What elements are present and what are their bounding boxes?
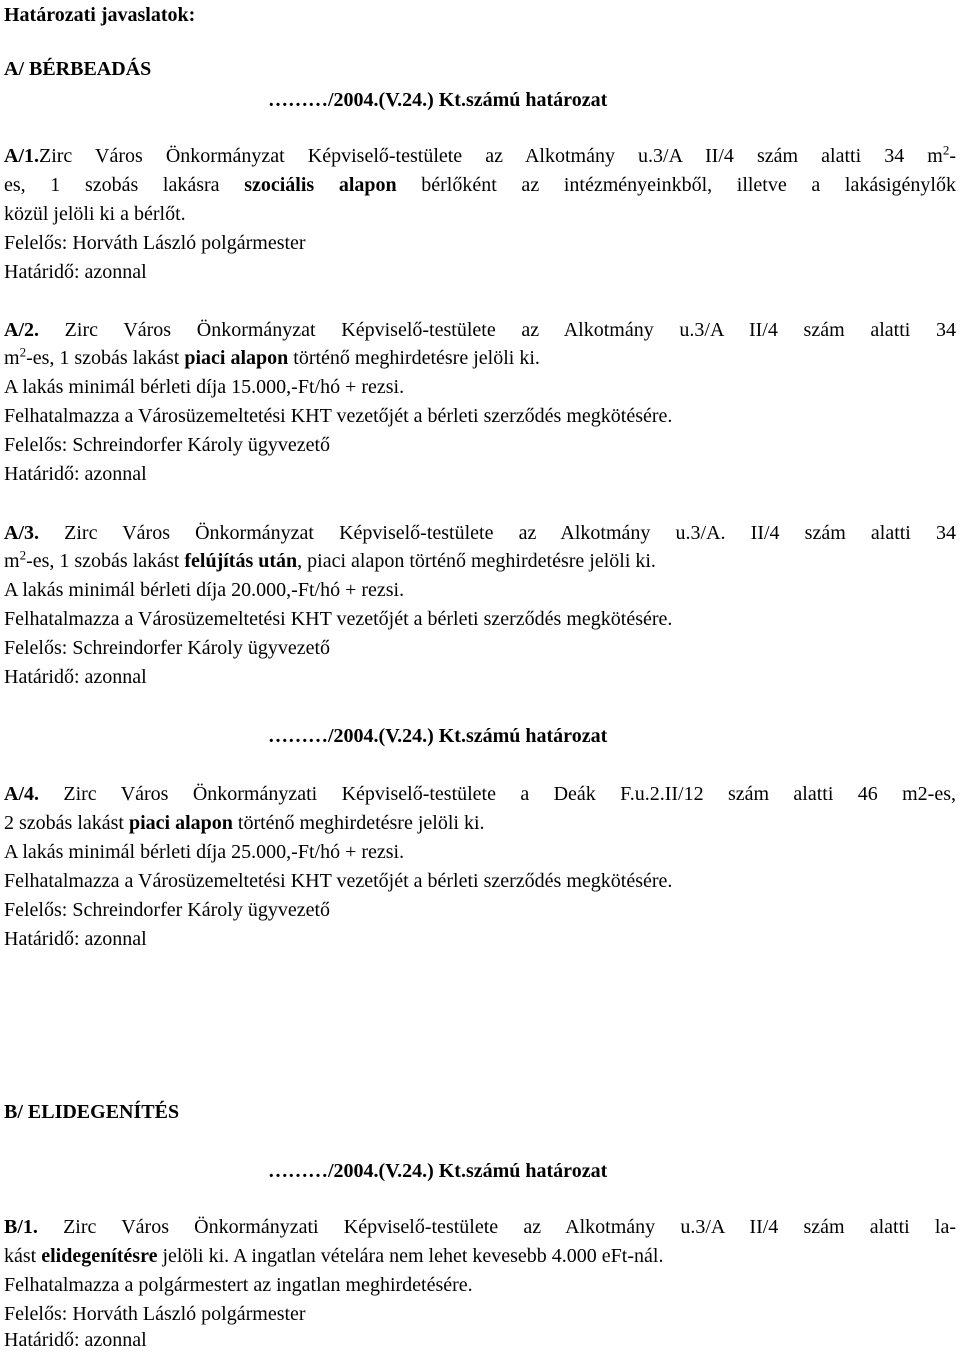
heading-text: Határozati javaslatok: — [4, 4, 196, 26]
section-a-title: A/ BÉRBEADÁS — [4, 58, 152, 80]
a3-deadline: Határidő: azonnal — [4, 666, 147, 688]
b1-emphasis: elidegenítésre — [41, 1245, 158, 1267]
a1-responsible: Felelős: Horváth László polgármester — [4, 232, 306, 254]
a1-line-2: es, 1 szobás lakásra szociális alapon bérlőként az intézményeinkből, illetve a lakásigénylők — [4, 174, 956, 196]
b1-line-2: kást elidegenítésre jelöli ki. A ingatlan vételára nem lehet kevesebb 4.000 eFt-nál. — [4, 1245, 664, 1267]
a4-line-1: A/4. Zirc Város Önkormányzati Képviselő-testülete a Deák F.u.2.II/12 szám alatti 46 m2-es, — [4, 783, 956, 805]
a4-authorization: Felhatalmazza a Városüzemeltetési KHT vezetőjét a bérleti szerződés megkötésére. — [4, 870, 673, 892]
a2-responsible: Felelős: Schreindorfer Károly ügyvezető — [4, 434, 331, 456]
heading — [4, 1, 195, 30]
a2-line-2: $m^2-es$, 1 szobás lakást piaci alapon történő meghirdetésre jelöli ki. — [4, 344, 540, 369]
a2-line-1: A/2. Zirc Város Önkormányzat Képviselő-testülete az Alkotmány u.3/A II/4 szám alatti 34 — [4, 319, 956, 341]
a4-emphasis: piaci alapon — [128, 812, 233, 834]
a3-line-2: $m^2-es$, 1 szobás lakást felújítás után, piaci alapon történő meghirdetésre jelöli ki. — [4, 547, 656, 572]
a3-label: A/3. — [4, 522, 39, 544]
b1-authorization: Felhatalmazza a polgármestert az ingatlan meghirdetésére. — [4, 1274, 473, 1296]
a4-deadline: Határidő: azonnal — [4, 928, 147, 950]
a2-label: A/2. — [4, 319, 39, 341]
b1-responsible: Felelős: Horváth László polgármester — [4, 1303, 306, 1325]
a4-line-2: 2 szobás lakást piaci alapon történő meghirdetésre jelöli ki. — [4, 812, 485, 834]
a1-deadline: Határidő: azonnal — [4, 261, 147, 283]
resolution-number-1: ………/2004.(V.24.) Kt.számú határozat — [268, 89, 608, 111]
b1-deadline: Határidő: azonnal — [4, 1329, 147, 1351]
resolution-number-2: ………/2004.(V.24.) Kt.számú határozat — [268, 725, 608, 747]
a3-rent: A lakás minimál bérleti díja 20.000,-Ft/hó + rezsi. — [4, 579, 405, 601]
a3-authorization: Felhatalmazza a Városüzemeltetési KHT vezetőjét a bérleti szerződés megkötésére. — [4, 608, 673, 630]
a4-rent: A lakás minimál bérleti díja 25.000,-Ft/hó + rezsi. — [4, 841, 405, 863]
a1-line-1: A/1.Zirc Város Önkormányzat Képviselő-testülete az Alkotmány u.3/A II/4 szám alatti 34 $m^2-$ — [4, 142, 956, 167]
b1-label: B/1. — [4, 1216, 38, 1238]
a3-responsible: Felelős: Schreindorfer Károly ügyvezető — [4, 637, 331, 659]
a3-line-1: A/3. Zirc Város Önkormányzat Képviselő-testülete az Alkotmány u.3/A. II/4 szám alatti 34 — [4, 522, 956, 544]
a1-label: A/1. — [4, 145, 39, 167]
a3-emphasis: felújítás után — [184, 550, 298, 572]
a2-rent: A lakás minimál bérleti díja 15.000,-Ft/hó + rezsi. — [4, 376, 405, 398]
section-b-title: B/ ELIDEGENÍTÉS — [4, 1101, 180, 1123]
a2-deadline: Határidő: azonnal — [4, 463, 147, 485]
a1-emphasis: szociális alapon — [244, 174, 397, 196]
a1-line-3: közül jelöli ki a bérlőt. — [4, 203, 186, 225]
a4-responsible: Felelős: Schreindorfer Károly ügyvezető — [4, 899, 331, 921]
resolution-number-3: ………/2004.(V.24.) Kt.számú határozat — [268, 1160, 608, 1182]
b1-line-1: B/1. Zirc Város Önkormányzati Képviselő-testülete az Alkotmány u.3/A II/4 szám alatti la- — [4, 1216, 956, 1238]
a2-emphasis: piaci alapon — [184, 347, 289, 369]
a4-label: A/4. — [4, 783, 39, 805]
a2-authorization: Felhatalmazza a Városüzemeltetési KHT vezetőjét a bérleti szerződés megkötésére. — [4, 405, 673, 427]
